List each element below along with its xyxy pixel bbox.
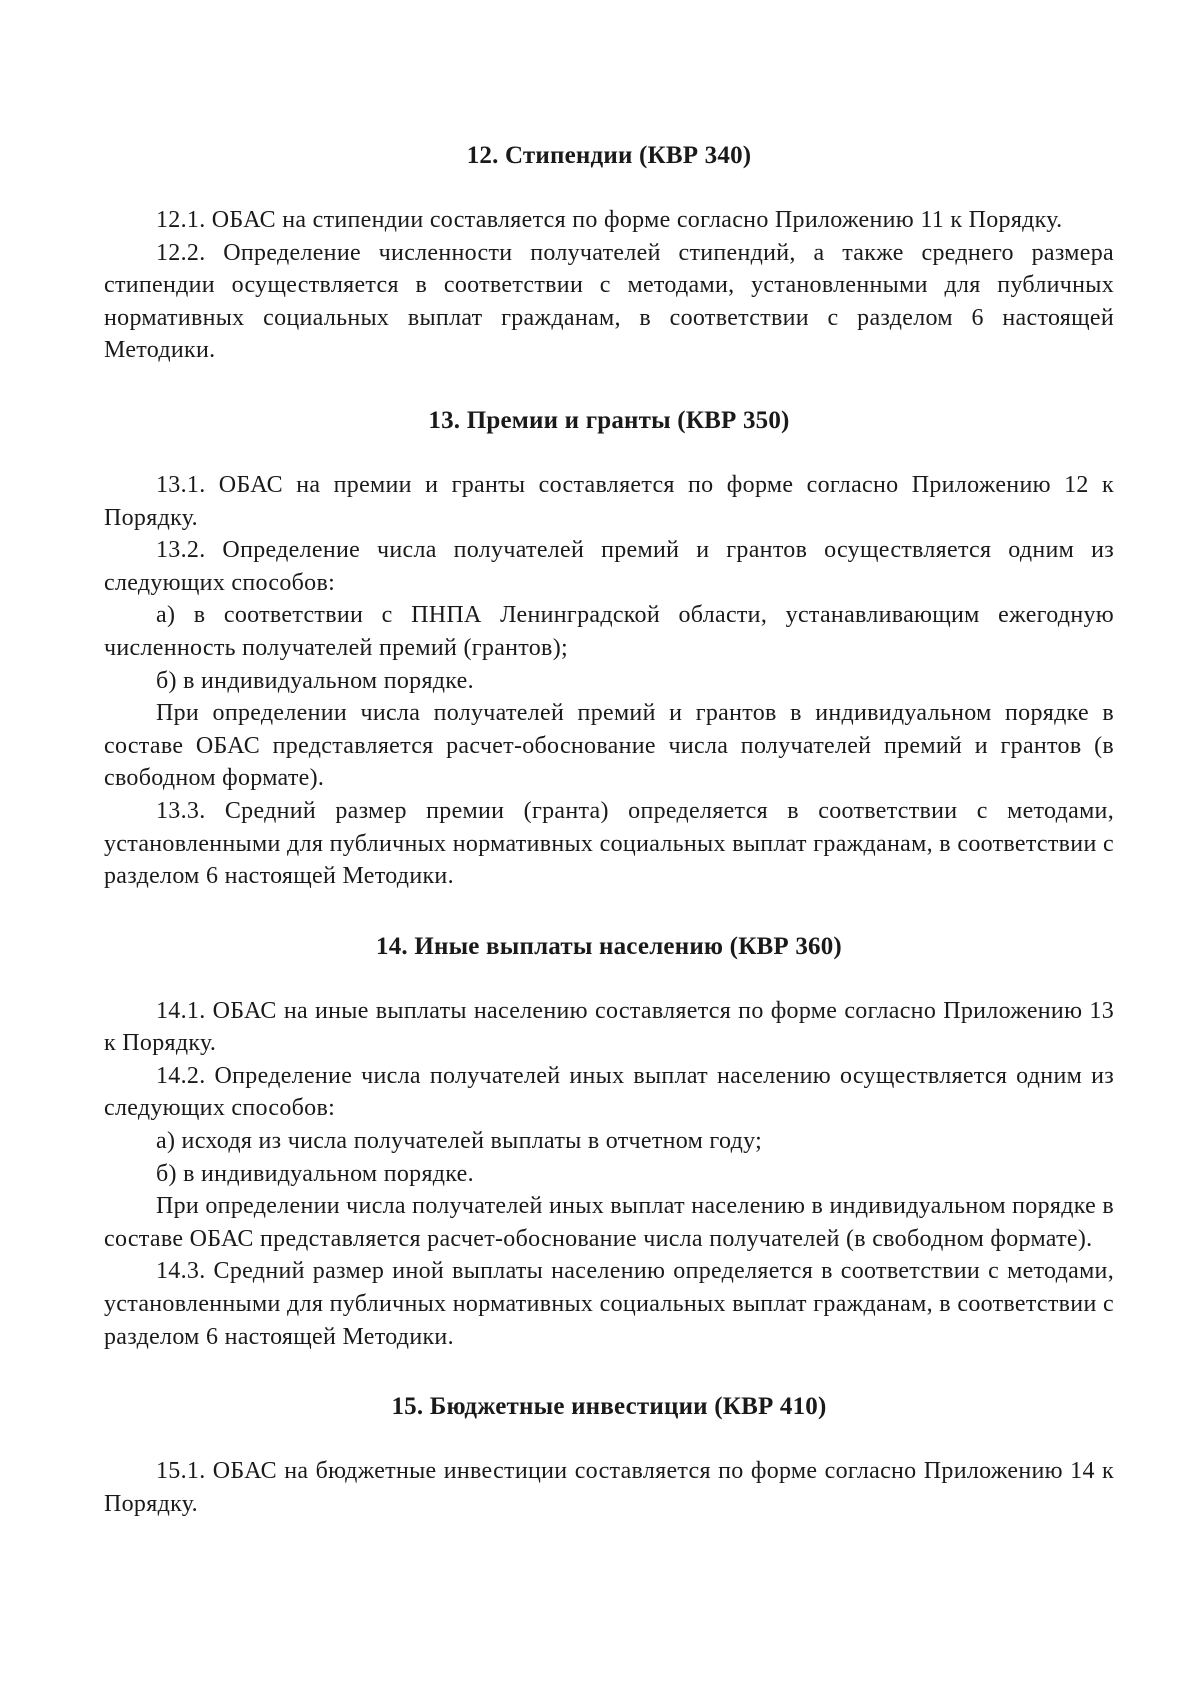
section-14 — [104, 931, 1114, 1354]
section-13 — [104, 405, 1114, 893]
paragraph: 14.3. Средний размер иной выплаты населению определяется в соответствии с методами, установленными для публичных нормативных социальных выплат гражданам, в соответствии с разделом 6 настоящей Методики. — [104, 1258, 1114, 1350]
paragraph: 14.2. Определение числа получателей иных выплат населению осуществляется одним из следующих способов: — [104, 1062, 1114, 1122]
section-heading: 12. Стипендии (КВР 340) — [466, 142, 752, 169]
section-heading: 14. Иные выплаты населению (КВР 360) — [376, 932, 842, 960]
paragraph: 13.2. Определение числа получателей премий и грантов осуществляется одним из следующих способов: — [104, 537, 1114, 596]
paragraph: 12.2. Определение численности получателей стипендий, а также среднего размера стипендии осуществляется в соответствии с методами, установленными для публичных нормативных социальных выплат гражданам, в соответствии с разделом 6 настоящей Методики. — [104, 239, 1114, 364]
paragraph: При определении числа получателей премий и грантов в индивидуальном порядке в составе ОБАС представляется расчет-обоснование числа получателей премий и грантов (в свободном формате). — [104, 700, 1114, 792]
paragraph: 15.1. ОБАС на бюджетные инвестиции составляется по форме согласно Приложению 14 к Порядку. — [104, 1458, 1114, 1517]
section-12 — [104, 140, 1114, 367]
section-15 — [104, 1391, 1114, 1520]
paragraph: При определении числа получателей иных выплат населению в индивидуальном порядке в составе ОБАС представляется расчет-обоснование числа получателей (в свободном формате). — [104, 1193, 1114, 1252]
list-item: б) в индивидуальном порядке. — [156, 667, 474, 694]
list-item: б) в индивидуальном порядке. — [156, 1160, 474, 1187]
paragraph: 14.1. ОБАС на иные выплаты населению составляется по форме согласно Приложению 13 к Порядку. — [104, 997, 1114, 1057]
list-item: а) в соответствии с ПНПА Ленинградской области, устанавливающим ежегодную численность получателей премий (грантов); — [104, 602, 1114, 661]
list-item: а) исходя из числа получателей выплаты в отчетном году; — [156, 1128, 763, 1155]
section-heading: 15. Бюджетные инвестиции (КВР 410) — [391, 1393, 827, 1421]
document-body — [104, 140, 1114, 1558]
paragraph: 13.3. Средний размер премии (гранта) определяется в соответствии с методами, установленными для публичных нормативных социальных выплат гражданам, в соответствии с разделом 6 настоящей Методики. — [104, 797, 1114, 890]
section-heading: 13. Премии и гранты (КВР 350) — [428, 406, 790, 434]
paragraph: 12.1. ОБАС на стипендии составляется по форме согласно Приложению 11 к Порядку. — [156, 207, 1063, 233]
paragraph: 13.1. ОБАС на премии и гранты составляется по форме согласно Приложению 12 к Порядку. — [104, 471, 1114, 531]
